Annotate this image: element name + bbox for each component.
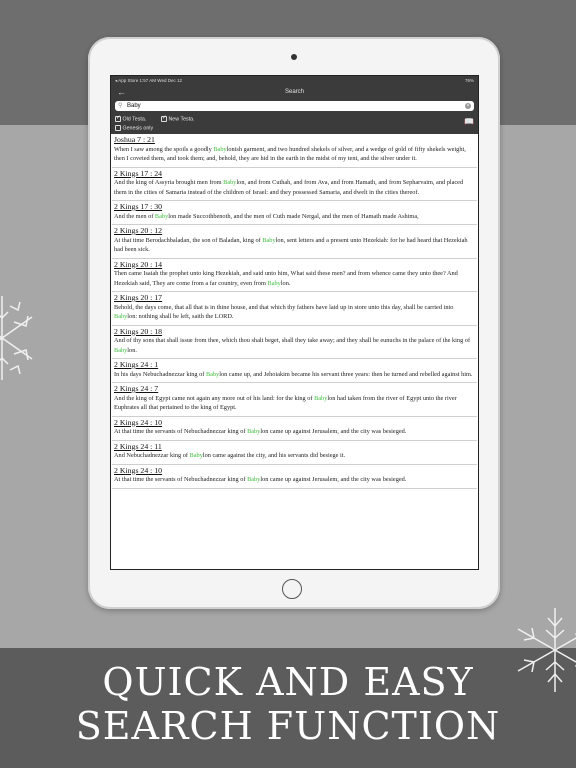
verse-text [114,303,475,322]
verse-reference[interactable]: 2 Kings 20 : 14 [114,259,163,269]
search-input[interactable] [115,101,474,111]
verse-text-segment: And the king of Egypt came not again any more out of his land: for the king of [114,394,315,402]
verse-text [114,451,475,461]
result-item[interactable] [112,359,477,383]
verse-text-segment: In his days Nebuchadnezzar king of [114,370,206,378]
result-item[interactable] [112,168,477,202]
verse-text-segment: lon. [127,346,137,354]
verse-text-segment: lon made Succothbenoth, and the men of Cuth made Nergal, and the men of Hamath made Ashima, [168,212,419,220]
tagline [0,660,576,748]
battery-level: 76% [464,78,474,83]
snowflake-left-icon [0,292,34,384]
verse-reference[interactable]: 2 Kings 24 : 7 [114,384,159,393]
verse-text-segment: And of thy sons that shall issue from thee, which thou shalt beget, shall they take away; and they shall be eunuchs in the palace of the king of [114,337,471,344]
search-bar [111,99,478,114]
verse-text [114,178,475,197]
result-item[interactable] [112,201,477,225]
verse-text-segment: lon: nothing shall be left, saith the LORD. [127,313,234,320]
book-icon[interactable]: 📖 [464,117,474,126]
verse-text-segment: At that time the servants of Nebuchadnezzar king of [114,428,248,435]
search-icon: ⚲ [118,103,123,109]
verse-reference[interactable]: 2 Kings 17 : 24 [114,168,163,178]
status-left: ◂ App Store 1:57 AM Wed Dec 12 [115,78,182,83]
verse-text-segment: lon, and from Cuthah, and from Ava, and from Hamath, and from Sepharvaim, and placed them in the cities of Samaria instead of the children of Israel: and they possessed Samaria, and dwelt in the cities thereof. [114,179,464,196]
result-item[interactable] [112,326,477,360]
search-highlight: Baby [205,370,220,378]
verse-text-segment: lon came up against Jerusalem, and the city was besieged. [260,476,407,483]
camera [291,54,297,60]
search-highlight: Baby [247,428,261,435]
verse-text-segment: lon. [280,279,291,287]
new-testament-label: New Testa. [168,116,195,123]
verse-reference[interactable]: 2 Kings 24 : 10 [114,465,163,475]
tagline-line-2: SEARCH FUNCTION [75,704,501,748]
clear-icon[interactable]: × [466,103,470,109]
result-item[interactable] [112,465,477,489]
genesis-only-label: Genesis only [122,125,154,132]
verse-reference[interactable]: 2 Kings 17 : 30 [114,202,163,211]
home-button[interactable] [282,579,302,599]
back-arrow-icon[interactable]: ← [117,87,126,97]
result-item[interactable] [112,417,477,441]
status-bar [111,76,478,85]
old-testament-filter[interactable] [115,116,146,122]
page-title: Search [284,89,304,95]
result-item[interactable] [112,225,477,259]
verse-text-segment: And Nebuchadnezzar king of [114,452,190,459]
filter-bar [111,114,478,134]
verse-text-segment: When I saw among the spoils a goodly [114,145,214,153]
verse-reference[interactable]: 2 Kings 24 : 10 [114,417,163,427]
verse-reference[interactable]: 2 Kings 20 : 12 [114,226,163,235]
verse-text [114,370,475,380]
verse-reference[interactable]: Joshua 7 : 21 [114,135,155,144]
verse-reference[interactable]: 2 Kings 20 : 18 [114,326,163,336]
verse-text-segment: At that time Berodachbaladan, the son of Baladan, king of [114,236,263,244]
genesis-only-checkbox[interactable] [115,125,121,131]
navigation-bar [111,85,478,99]
verse-reference[interactable]: 2 Kings 24 : 1 [114,360,159,369]
app-screen [110,75,479,570]
search-highlight: Baby [267,279,281,287]
search-highlight: Baby [262,236,276,244]
old-testament-label: Old Testa. [122,116,147,123]
search-highlight: Baby [213,145,227,153]
result-item[interactable] [112,441,477,465]
verse-text [114,427,475,437]
search-highlight: Baby [154,212,169,220]
verse-text [114,394,475,413]
verse-reference[interactable]: 2 Kings 20 : 17 [114,293,163,302]
result-item[interactable] [112,383,477,417]
verse-text [114,236,475,255]
verse-text-segment: And the men of [114,212,155,220]
verse-text-segment: lon came against the city, and his servants did besiege it. [202,452,346,459]
verse-text [114,145,475,164]
verse-text-segment: lon, sent letters and a present unto Hezekiah: for he had heard that Hezekiah had been sick. [114,236,468,253]
verse-text [114,269,475,288]
verse-text [114,475,475,485]
verse-text-segment: At that time the servants of Nebuchadnezzar king of [114,476,248,483]
result-item[interactable] [112,292,477,326]
search-value: Baby [127,103,141,109]
verse-text-segment: lon came up, and Jehoiakim became his servant three years: then he turned and rebelled against him. [219,370,473,378]
search-highlight: Baby [314,394,328,402]
result-item[interactable] [112,134,477,168]
verse-text-segment: And the king of Assyria brought men from [114,179,224,186]
search-highlight: Baby [114,346,128,354]
old-testament-checkbox[interactable] [115,116,121,122]
new-testament-filter[interactable] [161,116,195,122]
tagline-line-1: QUICK AND EASY [102,660,474,704]
new-testament-checkbox[interactable] [161,116,167,122]
search-highlight: Baby [247,476,261,483]
verse-text [114,336,475,355]
search-highlight: Baby [114,313,128,320]
genesis-only-filter[interactable] [115,125,153,131]
verse-text-segment: Behold, the days come, that all that is in thine house, and that which thy fathers have laid up in store unto this day, shall be carried into [114,303,454,311]
verse-text-segment: lon came up against Jerusalem, and the city was besieged. [260,428,407,435]
search-highlight: Baby [223,179,237,186]
search-highlight: Baby [189,452,203,459]
verse-reference[interactable]: 2 Kings 24 : 11 [114,441,162,451]
verse-text-segment: lon had taken from the river of Egypt unto the river Euphrates all that pertained to the king of Egypt. [114,394,457,411]
results-list [111,134,478,489]
verse-text-segment: Then came Isaiah the prophet unto king Hezekiah, and said unto him, What said these men? and from whence came they unto thee? And Hezekiah said, They are come from a far country, even from [114,270,458,287]
verse-text-segment: lonish garment, and two hundred shekels of silver, and a wedge of gold of fifty shekels weight, then I coveted them, and took them; and, behold, they are hid in the earth in the midst of my tent, and the silver under it. [114,145,466,162]
tablet-device [88,37,500,609]
result-item[interactable] [112,259,477,293]
verse-text [114,212,475,222]
